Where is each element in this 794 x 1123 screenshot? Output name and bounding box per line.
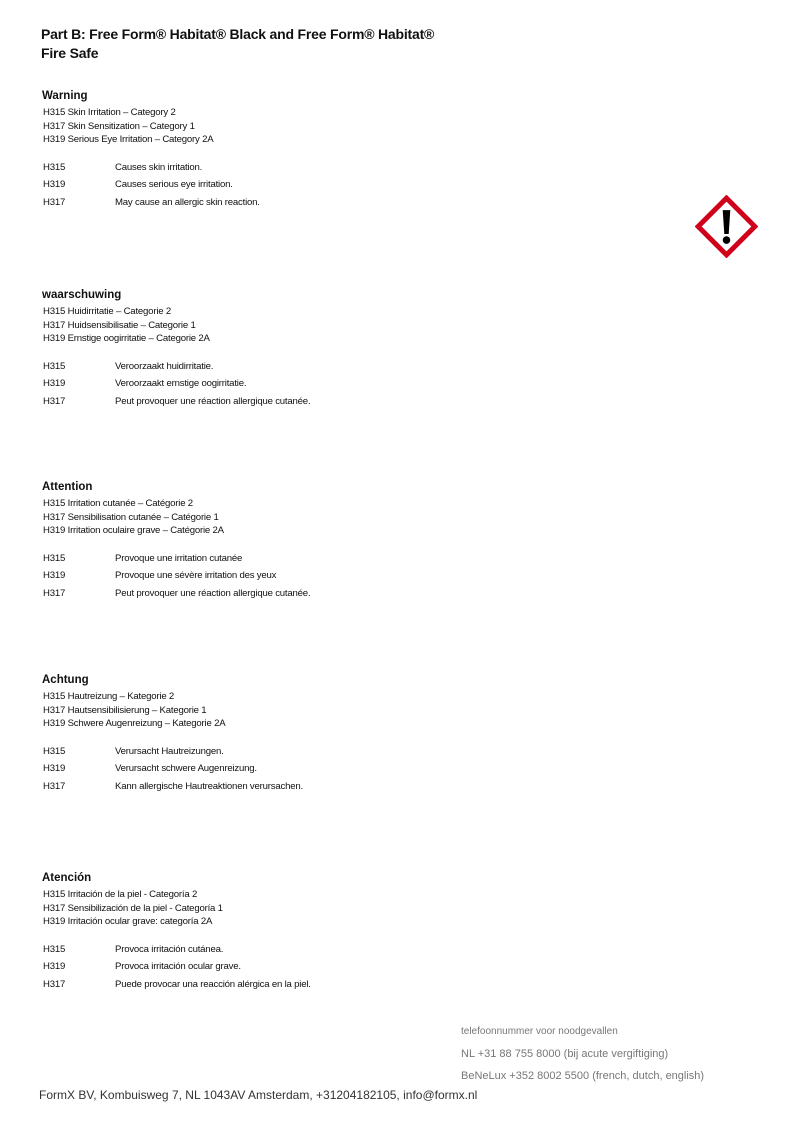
classification-line: H315 Huidirritatie – Categorie 2 xyxy=(43,306,171,317)
classification-line: H319 Irritación ocular grave: categoría 2A xyxy=(43,916,213,927)
classification-line: H317 Sensibilisation cutanée – Catégorie 1 xyxy=(43,511,219,523)
hazard-statement xyxy=(43,778,682,796)
classification-line: H317 Skin Sensitization – Category 1 xyxy=(43,120,195,132)
hazard-code: H315 xyxy=(43,360,66,372)
classification-line: H319 Serious Eye Irritation – Category 2A xyxy=(43,134,214,145)
hazard-code: H317 xyxy=(43,780,66,792)
hazard-text: Provoque une sévère irritation des yeux xyxy=(115,570,277,581)
hazard-text: Veroorzaakt huidirritatie. xyxy=(115,360,214,372)
classification-line: H317 Sensibilización de la piel - Categoría 1 xyxy=(43,902,223,914)
hazard-code: H317 xyxy=(43,978,66,990)
hazard-statement xyxy=(43,941,682,959)
hazard-text: Verursacht Hautreizungen. xyxy=(115,745,224,757)
hazard-text: Puede provocar una reacción alérgica en la piel. xyxy=(115,978,311,990)
hazard-statement xyxy=(43,958,682,976)
hazard-code: H315 xyxy=(43,745,66,757)
hazard-statement xyxy=(43,585,682,603)
section-atencion xyxy=(42,871,682,993)
hazard-code: H319 xyxy=(43,378,66,389)
hazard-text: Provoca irritación cutánea. xyxy=(115,943,224,955)
hazard-statement xyxy=(43,393,682,411)
hazard-statements xyxy=(42,743,682,796)
hazard-statement xyxy=(43,159,682,177)
hazard-statement xyxy=(43,358,682,376)
hazard-text: Kann allergische Hautreaktionen verursachen. xyxy=(115,780,303,792)
hazard-text: Veroorzaakt ernstige oogirritatie. xyxy=(115,378,247,389)
hazard-text: Peut provoquer une réaction allergique cutanée. xyxy=(115,587,311,599)
classification-line: H315 Irritación de la piel - Categoría 2 xyxy=(43,889,198,900)
hazard-code: H319 xyxy=(43,570,66,581)
hazard-statement xyxy=(43,194,682,212)
section-waarschuwing xyxy=(42,288,682,410)
classification-line: H319 Irritation oculaire grave – Catégorie 2A xyxy=(43,525,224,536)
hazard-statement xyxy=(43,976,682,994)
classification-line: H315 Irritation cutanée – Catégorie 2 xyxy=(43,498,193,509)
document-title xyxy=(41,25,541,63)
hazard-text: Provoca irritación ocular grave. xyxy=(115,961,241,972)
hazard-code: H319 xyxy=(43,961,66,972)
section-achtung xyxy=(42,673,682,795)
hazard-text: Provoque une irritation cutanée xyxy=(115,552,243,564)
classification-line: H317 Huidsensibilisatie – Categorie 1 xyxy=(43,319,196,331)
hazard-statements xyxy=(42,358,682,411)
hazard-statements xyxy=(42,550,682,603)
hazard-text: Verursacht schwere Augenreizung. xyxy=(115,763,257,774)
hazard-statement xyxy=(43,375,682,393)
emergency-phone-benelux: BeNeLux +352 8002 5500 (french, dutch, english) xyxy=(461,1070,705,1082)
hazard-code: H315 xyxy=(43,161,66,173)
document-title-line-2: Fire Safe xyxy=(41,45,99,61)
hazard-code: H319 xyxy=(43,179,66,190)
hazard-code: H317 xyxy=(43,395,66,407)
hazard-statement xyxy=(43,176,682,194)
hazard-statements xyxy=(42,159,682,212)
section-heading: Warning xyxy=(42,90,88,102)
hazard-statement xyxy=(43,760,682,778)
hazard-code: H317 xyxy=(43,196,66,208)
hazard-text: Causes serious eye irritation. xyxy=(115,179,233,190)
hazard-statements xyxy=(42,941,682,994)
section-heading: Attention xyxy=(42,481,93,493)
emergency-label: telefoonnummer voor noodgevallen xyxy=(461,1026,618,1037)
hazard-statement xyxy=(43,550,682,568)
hazard-code: H317 xyxy=(43,587,66,599)
classification-line: H315 Skin Irritation – Category 2 xyxy=(43,107,176,118)
section-warning xyxy=(42,89,682,211)
hazard-text: Peut provoquer une réaction allergique cutanée. xyxy=(115,395,311,407)
classification-line: H317 Hautsensibilisierung – Kategorie 1 xyxy=(43,704,207,716)
hazard-text: Causes skin irritation. xyxy=(115,161,203,173)
section-heading: Atención xyxy=(42,872,92,884)
hazard-text: May cause an allergic skin reaction. xyxy=(115,196,260,208)
classification-line: H319 Schwere Augenreizung – Kategorie 2A xyxy=(43,718,226,729)
company-footer: FormX BV, Kombuisweg 7, NL 1043AV Amsterdam, +31204182105, info@formx.nl xyxy=(39,1088,478,1102)
hazard-statement xyxy=(43,743,682,761)
ghs-exclamation-mark-icon xyxy=(695,195,758,258)
hazard-statement xyxy=(43,567,682,585)
hazard-code: H315 xyxy=(43,943,66,955)
document-title-line-1: Part B: Free Form® Habitat® Black and Free Form® Habitat® xyxy=(41,26,435,42)
classification-line: H315 Hautreizung – Kategorie 2 xyxy=(43,691,175,702)
section-heading: waarschuwing xyxy=(42,289,122,301)
hazard-code: H315 xyxy=(43,552,66,564)
section-attention xyxy=(42,480,682,602)
classification-line: H319 Ernstige oogirritatie – Categorie 2A xyxy=(43,333,210,344)
section-heading: Achtung xyxy=(42,674,89,686)
emergency-phone-nl: NL +31 88 755 8000 (bij acute vergiftiging) xyxy=(461,1048,669,1060)
hazard-code: H319 xyxy=(43,763,66,774)
